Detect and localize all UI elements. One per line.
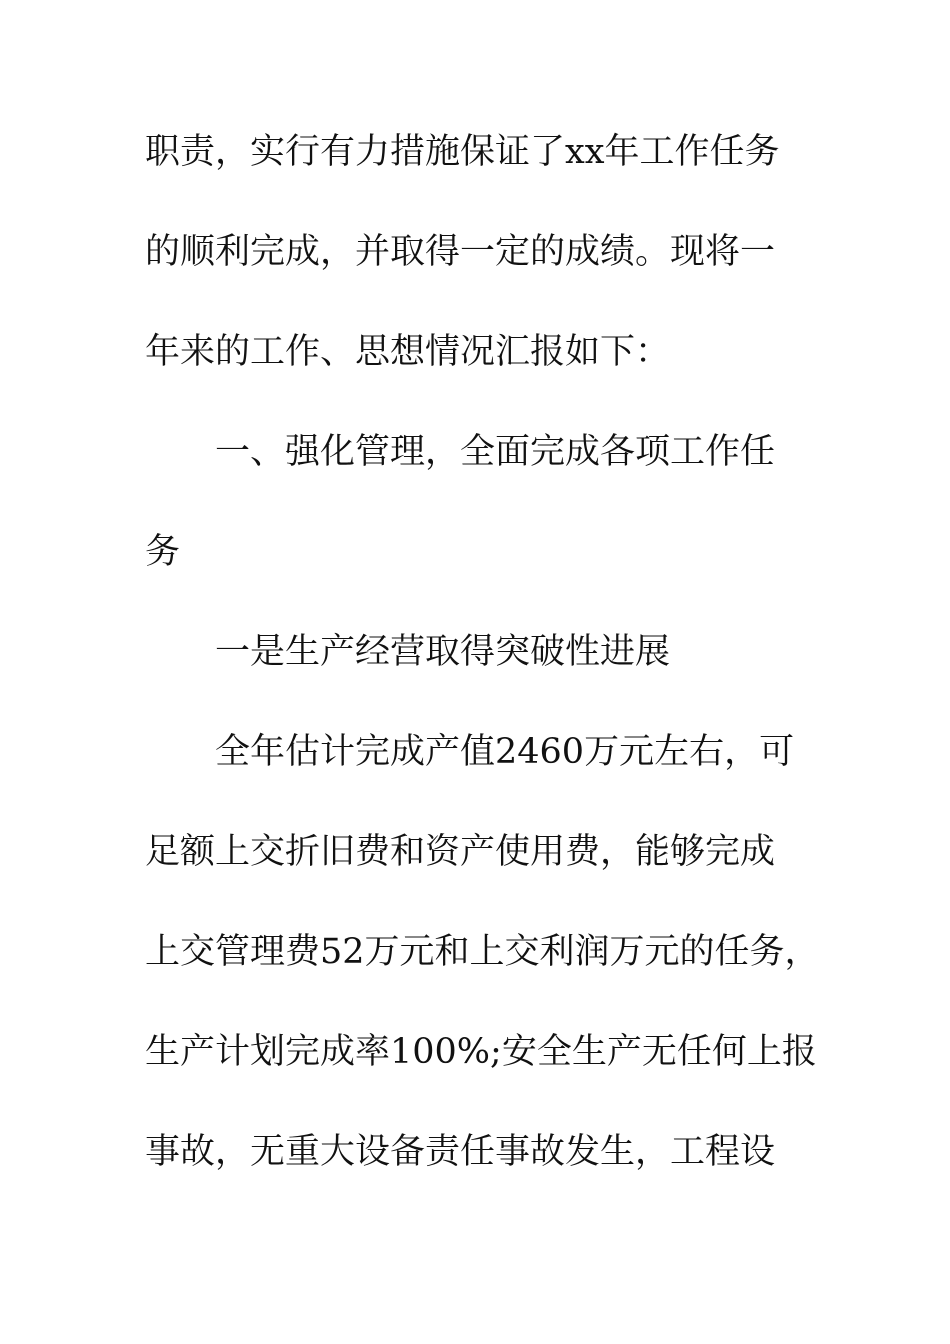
paragraph-line-1: 全年估计完成产值2460万元左右，可 [215, 732, 795, 772]
paragraph-line-5: 事故，无重大设备责任事故发生，工程设 [145, 1132, 776, 1172]
text-line-1: 职责，实行有力措施保证了xx年工作任务 [145, 132, 780, 172]
subheading-1: 一是生产经营取得突破性进展 [215, 632, 671, 672]
paragraph-line-2: 足额上交折旧费和资产使用费，能够完成 [145, 832, 776, 872]
paragraph-line-4: 生产计划完成率100%;安全生产无任何上报 [145, 1032, 817, 1072]
text-line-3: 年来的工作、思想情况汇报如下： [145, 332, 671, 372]
section-heading-1-continued: 务 [145, 532, 181, 572]
section-heading-1: 一、强化管理，全面完成各项工作任 [215, 432, 776, 472]
paragraph-line-3: 上交管理费52万元和上交利润万元的任务， [145, 932, 820, 972]
text-line-2: 的顺利完成，并取得一定的成绩。现将一 [145, 232, 776, 272]
